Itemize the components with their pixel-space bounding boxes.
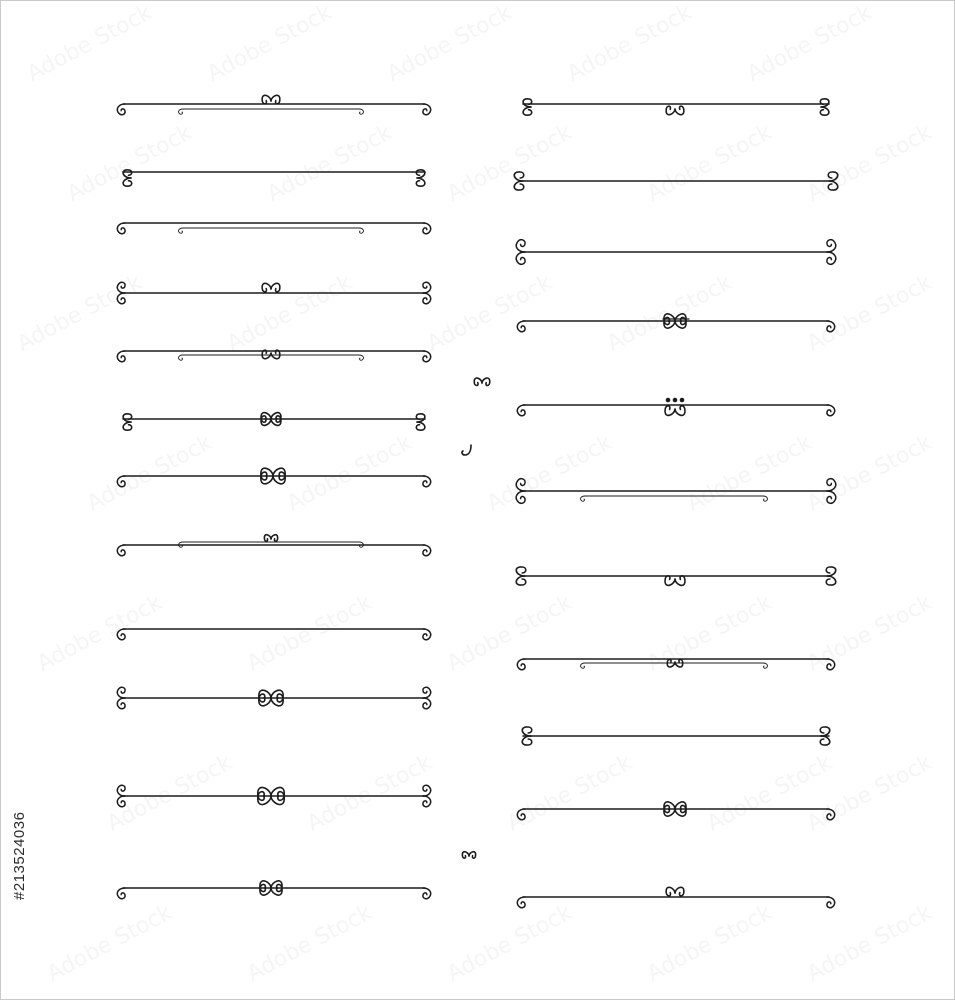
end-curl <box>827 405 835 416</box>
end-ornament <box>820 99 829 107</box>
end-curl <box>827 240 836 252</box>
stock-id-label <box>9 766 35 1006</box>
watermark-text: Adobe Stock <box>33 590 167 677</box>
centre-ornament <box>665 406 675 416</box>
watermark-text: Adobe Stock <box>803 120 937 207</box>
end-curl <box>117 223 125 234</box>
centre-ornament <box>271 283 280 292</box>
end-curl <box>117 476 125 487</box>
watermark-text: Adobe Stock <box>803 750 937 837</box>
end-ornament <box>820 107 829 115</box>
centre-ornament <box>665 576 675 586</box>
end-ornament <box>123 414 132 422</box>
end-curl <box>423 104 431 115</box>
end-ornament <box>416 422 425 430</box>
watermark-text: Adobe Stock <box>803 590 937 677</box>
end-curl <box>423 476 431 487</box>
watermark-text: Adobe Stock <box>203 0 337 87</box>
end-curl <box>516 240 525 252</box>
inner-curl <box>179 355 183 360</box>
inner-curl <box>359 228 363 233</box>
watermark-text: Adobe Stock <box>43 900 177 987</box>
watermark-text: Adobe Stock <box>703 750 837 837</box>
inner-curl <box>763 496 767 501</box>
end-curl <box>423 351 431 362</box>
end-curl <box>827 479 836 491</box>
centre-ornament <box>675 887 684 896</box>
end-curl <box>827 897 835 908</box>
watermark-text: Adobe Stock <box>683 430 817 517</box>
watermark-text: Adobe Stock <box>803 900 937 987</box>
end-ornament <box>820 727 830 736</box>
inner-curl <box>763 663 767 668</box>
watermark-text: Adobe Stock <box>643 590 777 677</box>
watermark-text: Adobe Stock <box>383 0 517 87</box>
end-ornament <box>828 172 838 181</box>
end-ornament <box>516 567 526 576</box>
end-curl <box>117 698 125 709</box>
centre-ornament <box>666 106 675 115</box>
end-curl <box>423 698 431 709</box>
watermark-text: Adobe Stock <box>103 750 237 837</box>
end-ornament <box>123 178 132 186</box>
end-ornament <box>826 567 836 576</box>
centre-ornament <box>271 95 280 104</box>
end-curl <box>516 491 525 503</box>
centre-ornament <box>675 576 685 586</box>
inner-curl <box>581 496 585 501</box>
watermark-text: Adobe Stock <box>483 430 617 517</box>
end-curl <box>423 796 431 807</box>
end-curl <box>827 321 835 332</box>
end-ornament <box>514 172 524 181</box>
end-curl <box>423 545 431 556</box>
ornament-dot <box>666 398 671 403</box>
stock-id-text: #213524036 <box>11 811 28 900</box>
end-curl <box>827 809 835 820</box>
centre-ornament <box>666 887 675 896</box>
end-curl <box>827 491 836 503</box>
centre-ornament <box>675 106 684 115</box>
centre-ornament <box>675 406 685 416</box>
end-curl <box>117 104 125 115</box>
inner-curl <box>359 109 363 114</box>
end-curl <box>423 293 431 304</box>
end-ornament <box>514 181 524 190</box>
watermark-text: Adobe Stock <box>643 120 777 207</box>
end-curl <box>827 659 835 670</box>
end-ornament <box>523 99 532 107</box>
end-curl <box>117 687 125 698</box>
watermark-text: Adobe Stock <box>563 0 697 87</box>
centre-ornament <box>262 283 271 292</box>
watermark-text: Adobe Stock <box>283 430 417 517</box>
end-curl <box>423 785 431 796</box>
inner-curl <box>581 663 585 668</box>
end-curl <box>117 629 125 640</box>
ornament-dot <box>680 398 685 403</box>
end-ornament <box>516 576 526 585</box>
end-curl <box>517 897 525 908</box>
end-curl <box>423 223 431 234</box>
watermark-text: Adobe Stock <box>83 430 217 517</box>
watermark-text: Adobe Stock <box>243 590 377 677</box>
end-curl <box>117 545 125 556</box>
end-curl <box>517 659 525 670</box>
end-curl <box>517 321 525 332</box>
end-curl <box>117 351 125 362</box>
end-curl <box>423 282 431 293</box>
end-ornament <box>522 736 532 745</box>
divider-artwork <box>1 1 955 1001</box>
end-curl <box>117 796 125 807</box>
watermark-text: Adobe Stock <box>743 0 877 87</box>
end-curl <box>827 252 836 264</box>
centre-ornament <box>482 378 490 385</box>
watermark-text: Adobe Stock <box>223 270 357 357</box>
end-ornament <box>828 181 838 190</box>
watermark-text: Adobe Stock <box>423 270 557 357</box>
inner-curl <box>359 355 363 360</box>
centre-ornament <box>469 852 476 858</box>
end-ornament <box>523 107 532 115</box>
end-ornament <box>123 170 132 178</box>
end-curl <box>517 809 525 820</box>
end-ornament <box>522 727 532 736</box>
end-ornament <box>123 422 132 430</box>
watermark-text: Adobe Stock <box>63 120 197 207</box>
centre-ornament <box>462 852 469 858</box>
end-ornament <box>416 414 425 422</box>
watermark-text: Adobe Stock <box>603 270 737 357</box>
watermark-text: Adobe Stock <box>503 750 637 837</box>
end-ornament <box>416 178 425 186</box>
watermark-text: Adobe Stock <box>263 120 397 207</box>
end-curl <box>117 282 125 293</box>
watermark-text: Adobe Stock <box>243 900 377 987</box>
watermark-text: Adobe Stock <box>443 590 577 677</box>
watermark-text: Adobe Stock <box>803 270 937 357</box>
watermark-text: Adobe Stock <box>443 900 577 987</box>
end-curl <box>517 405 525 416</box>
end-curl <box>516 252 525 264</box>
end-curl <box>423 687 431 698</box>
end-ornament <box>416 170 425 178</box>
end-curl <box>117 888 125 899</box>
watermark-text: Adobe Stock <box>23 0 157 87</box>
centre-ornament <box>262 95 271 104</box>
inner-curl <box>179 109 183 114</box>
watermark-text: Adobe Stock <box>13 270 147 357</box>
centre-ornament <box>264 535 271 541</box>
watermark-text: Adobe Stock <box>803 430 937 517</box>
end-curl <box>423 629 431 640</box>
end-ornament <box>826 576 836 585</box>
centre-ornament <box>271 535 278 541</box>
inner-curl <box>179 228 183 233</box>
end-curl <box>117 785 125 796</box>
single-curl-ornament <box>462 445 471 455</box>
end-curl <box>423 888 431 899</box>
watermark-text: Adobe Stock <box>303 750 437 837</box>
end-ornament <box>820 736 830 745</box>
watermark-text: Adobe Stock <box>643 900 777 987</box>
end-curl <box>516 479 525 491</box>
centre-ornament <box>474 378 482 385</box>
watermark-text: Adobe Stock <box>443 120 577 207</box>
end-curl <box>117 293 125 304</box>
ornament-dot <box>673 398 678 403</box>
